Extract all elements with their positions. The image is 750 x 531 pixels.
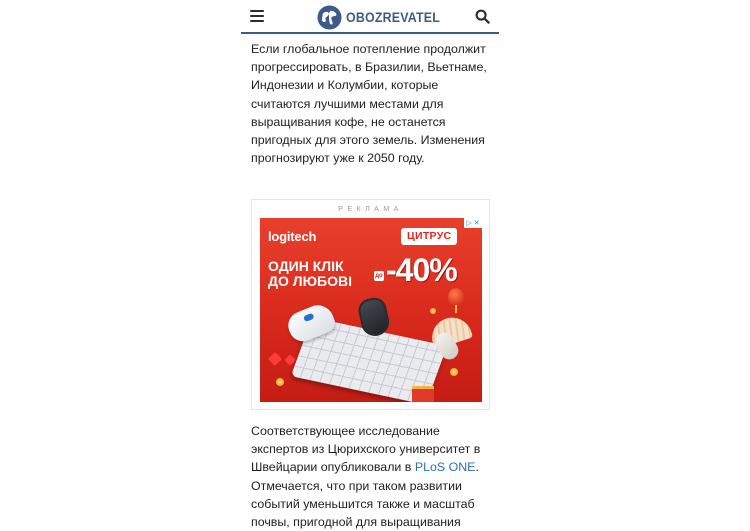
lantern-decoration [448,288,464,306]
ad-prefix-badge: до [375,273,383,279]
article-page [241,0,499,531]
coin-decoration [430,308,436,314]
ad-discount: -40% [386,252,457,288]
article-paragraph: Если глобальное потепление продолжит прогрессировать, в Бразилии, Вьетнаме, Индонезии и Колумбии, которые считаются лучшими местами для выращивания кофе, не останется пригодных для этого земель. Изменения прогнозируют уже к 2050 году. [251,42,487,166]
coin-decoration [276,378,284,386]
article-paragraph [251,422,497,531]
ad-headline-line-2: ДО ЛЮБОВІ [268,273,352,289]
ad-headline [268,259,352,289]
hamburger-menu-icon[interactable] [250,10,264,22]
coin-decoration [450,368,458,376]
plos-one-link[interactable]: PLoS ONE [414,460,476,475]
globe-logo-icon [317,5,342,30]
ad-choices-close[interactable] [464,218,482,228]
ad-banner[interactable] [260,218,482,402]
ad-close-icon[interactable]: ▷ ✕ [466,220,480,227]
paragraph-text: . Отмечается, что при таком развитии событий уменьшится также и масштаб почвы, пригодной для выращивания [251,460,479,530]
advertisement-block [251,199,490,410]
site-logo[interactable] [317,4,448,30]
search-icon[interactable] [475,9,490,24]
ad-label: РЕКЛАМА [338,206,403,213]
site-header [241,0,499,34]
paragraph-text: Соответствующее исследование экспертов из Цюрихского университет в Швейцарии опубликовали в [251,424,481,475]
gift-decoration [412,386,434,402]
ad-headline-line-1: ОДИН КЛІК [268,258,344,274]
heart-decoration [268,352,282,366]
ad-partner-badge: ЦИТРУС [401,228,457,245]
ad-brand: logitech [268,229,317,244]
logo-text: OBOZREVATEL [346,9,441,25]
